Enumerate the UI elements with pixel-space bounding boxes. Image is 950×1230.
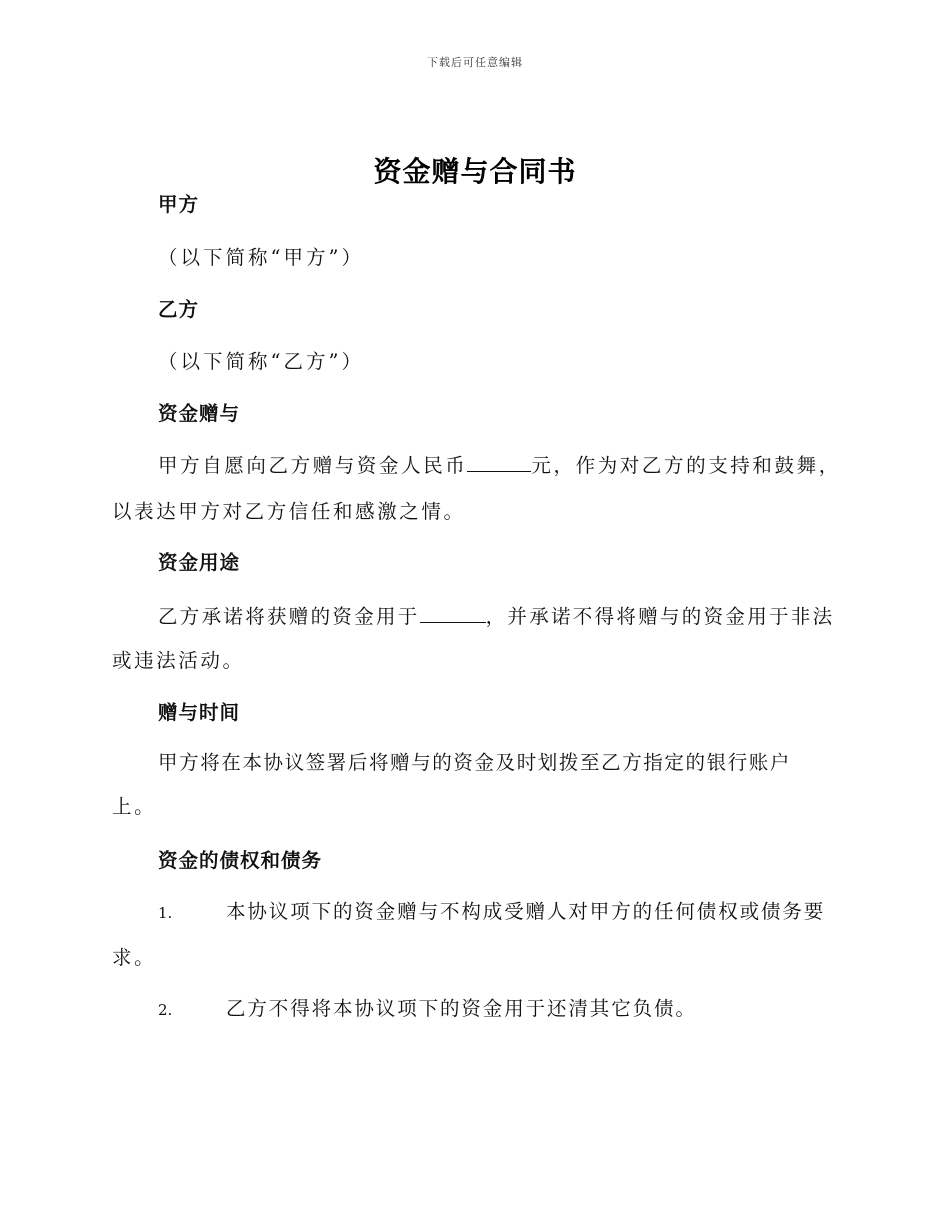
gift-paragraph-line2: 以表达甲方对乙方信任和感激之情。 [112,500,466,523]
gift-amount-suffix: 元，作为对乙方的支持和鼓舞， [531,454,841,477]
party-a-label: 甲方 [158,193,200,216]
timing-paragraph-line1: 甲方将在本协议签署后将赠与的资金及时划拨至乙方指定的银行账户 [158,751,792,774]
document-title: 资金赠与合同书 [373,155,577,188]
rights-item-1-line1 [112,900,832,925]
timing-heading: 赠与时间 [158,701,241,724]
rights-item-2-number: 2. [158,1001,173,1019]
usage-suffix: ，并承诺不得将赠与的资金用于非法 [485,605,835,628]
rights-item-1-line2: 求。 [112,946,157,969]
party-b-alias: （以下简称“乙方”） [158,350,364,373]
usage-heading: 资金用途 [158,551,241,574]
party-a-alias: （以下简称“甲方”） [158,246,364,269]
rights-item-1-text: 本协议项下的资金赠与不构成受赠人对甲方的任何债权或债务要 [226,900,826,923]
gift-paragraph-line1 [158,452,841,478]
rights-heading: 资金的债权和债务 [158,849,323,872]
usage-paragraph-line2: 或违法活动。 [112,649,245,672]
rights-item-1-number: 1. [158,904,173,922]
gift-amount-prefix: 甲方自愿向乙方赠与资金人民币 [158,454,468,477]
document-body [112,193,841,1022]
usage-paragraph-line1 [158,603,835,629]
gift-heading: 资金赠与 [158,402,241,425]
timing-paragraph-line2: 上。 [112,795,157,818]
rights-item-2-line1 [112,997,832,1022]
usage-prefix: 乙方承诺将获赠的资金用于 [158,605,420,628]
gift-amount-blank[interactable] [467,452,531,472]
usage-blank[interactable] [420,603,486,623]
party-b-label: 乙方 [158,298,200,321]
header-note: 下载后可任意编辑 [427,56,523,69]
rights-item-2-text: 乙方不得将本协议项下的资金用于还清其它负债。 [226,997,697,1020]
